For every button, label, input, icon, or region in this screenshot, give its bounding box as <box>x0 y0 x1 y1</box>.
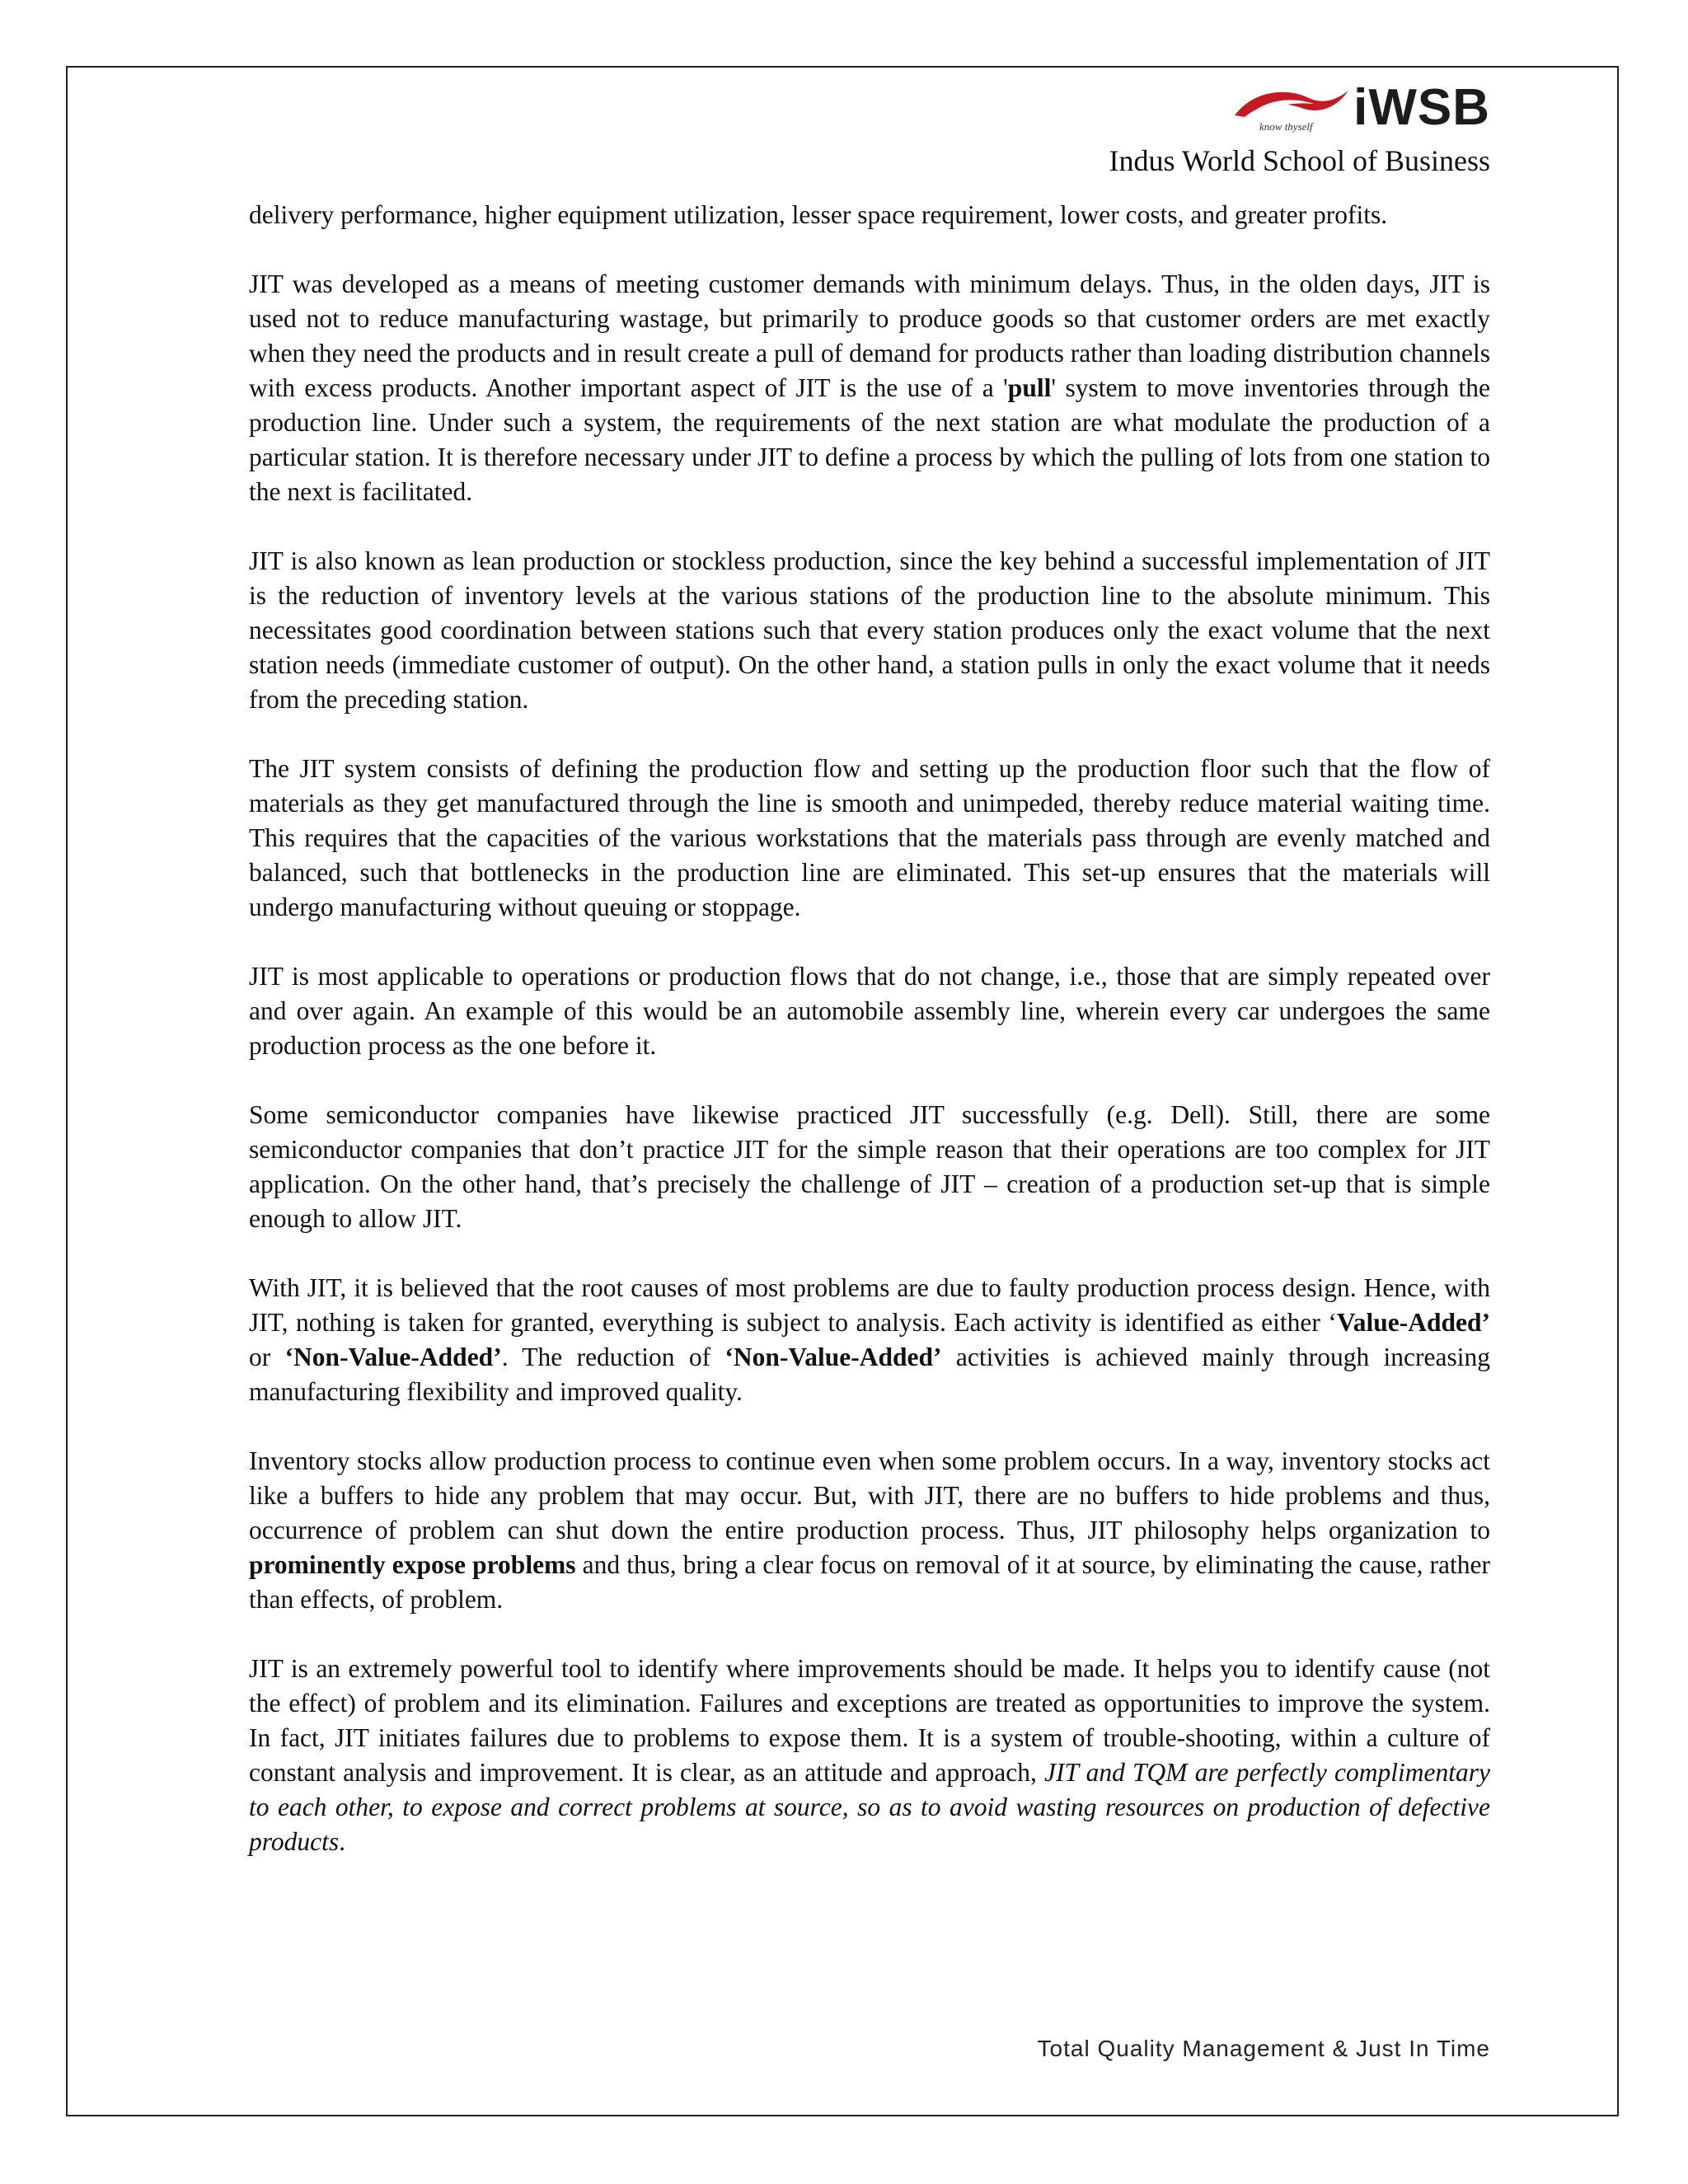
document-body <box>249 198 1490 1894</box>
logo-wordmark: iWSB <box>1353 79 1490 136</box>
page-footer: Total Quality Management & Just In Time <box>1037 2036 1490 2061</box>
italic-jit-tqm: JIT and TQM are perfectly complimentary to each other, to expose and correct problems at source, so as to avoid wasting resources on production of defective products <box>249 1758 1490 1856</box>
school-name: Indus World School of Business <box>1109 144 1490 177</box>
paragraph-8: Inventory stocks allow production process to continue even when some problem occurs. In a way, inventory stocks act like a buffers to hide any problem that may occur. But, with JIT, there are no buffers to hide problems and thus, occurrence of problem can shut down the entire production process. Thus, JIT philosophy helps organization to prominently expose problems and thus, bring a clear focus on removal of it at source, by eliminating the cause, rather than effects, of problem. <box>249 1446 1491 1614</box>
iwsb-logo <box>1228 76 1490 134</box>
paragraph-4: The JIT system consists of defining the production flow and setting up the production floor such that the flow of materials as they get manufactured through the line is smooth and unimpeded, thereby reduce material waiting time. This requires that the capacities of the various workstations that the materials pass through are evenly matched and balanced, such that bottlenecks in the production line are eliminated. This set-up ensures that the materials will undergo manufacturing without queuing or stoppage. <box>249 754 1490 921</box>
paragraph-9: JIT is an extremely powerful tool to identify where improvements should be made. It helps you to identify cause (not the effect) of problem and its elimination. Failures and exceptions are treated as opportunities to improve the system. In fact, JIT initiates failures due to problems to expose them. It is a system of trouble-shooting, within a culture of constant analysis and improvement. It is clear, as an attitude and approach, JIT and TQM are perfectly complimentary to each other, to expose and correct problems at source, so as to avoid wasting resources on production of defective products. <box>249 1654 1490 1856</box>
paragraph-1: delivery performance, higher equipment utilization, lesser space requirement, lower costs, and greater profits. <box>249 200 1388 229</box>
bold-non-value-added: ‘Non-Value-Added’ <box>284 1343 502 1371</box>
paragraph-7: With JIT, it is believed that the root causes of most problems are due to faulty production process design. Hence, with JIT, nothing is taken for granted, everything is subject to analysis. Each activity is identified as either ‘Value-Added’ or ‘Non-Value-Added’. The reduction of ‘Non-Value-Added’ activities is achieved mainly through increasing manufacturing flexibility and improved quality. <box>249 1273 1490 1406</box>
bold-pull: pull <box>1007 373 1052 402</box>
bold-non-value-added-2: ‘Non-Value-Added’ <box>724 1343 942 1371</box>
paragraph-3: JIT is also known as lean production or stockless production, since the key behind a successful implementation of JIT is the reduction of inventory levels at the various stations of the production line to the absolute minimum. This necessitates good coordination between stations such that every station produces only the exact volume that the next station needs (immediate customer of output). On the other hand, a station pulls in only the exact volume that it needs from the preceding station. <box>249 546 1490 714</box>
paragraph-6: Some semiconductor companies have likewise practiced JIT successfully (e.g. Dell). Still, there are some semiconductor companies that don’t practice JIT for the simple reason that their operations are too complex for JIT application. On the other hand, that’s precisely the challenge of JIT – creation of a production set-up that is simple enough to allow JIT. <box>249 1100 1490 1233</box>
paragraph-2: JIT was developed as a means of meeting customer demands with minimum delays. Thus, in the olden days, JIT is used not to reduce manufacturing wastage, but primarily to produce goods so that customer orders are met exactly when they need the products and in result create a pull of demand for products rather than loading distribution channels with excess products. Another important aspect of JIT is the use of a 'pull' system to move inventories through the production line. Under such a system, the requirements of the next station are what modulate the production of a particular station. It is therefore necessary under JIT to define a process by which the pulling of lots from one station to the next is facilitated. <box>249 269 1490 506</box>
logo-tagline: know thyself <box>1259 120 1313 133</box>
paragraph-5: JIT is most applicable to operations or production flows that do not change, i.e., those that are simply repeated over and over again. An example of this would be an automobile assembly line, wherein every car undergoes the same production process as the one before it. <box>249 962 1490 1060</box>
bold-value-added: Value-Added’ <box>1336 1308 1490 1337</box>
page-header <box>1109 76 1490 179</box>
logo-swoosh-icon <box>1228 79 1352 134</box>
bold-expose-problems: prominently expose problems <box>249 1550 576 1579</box>
